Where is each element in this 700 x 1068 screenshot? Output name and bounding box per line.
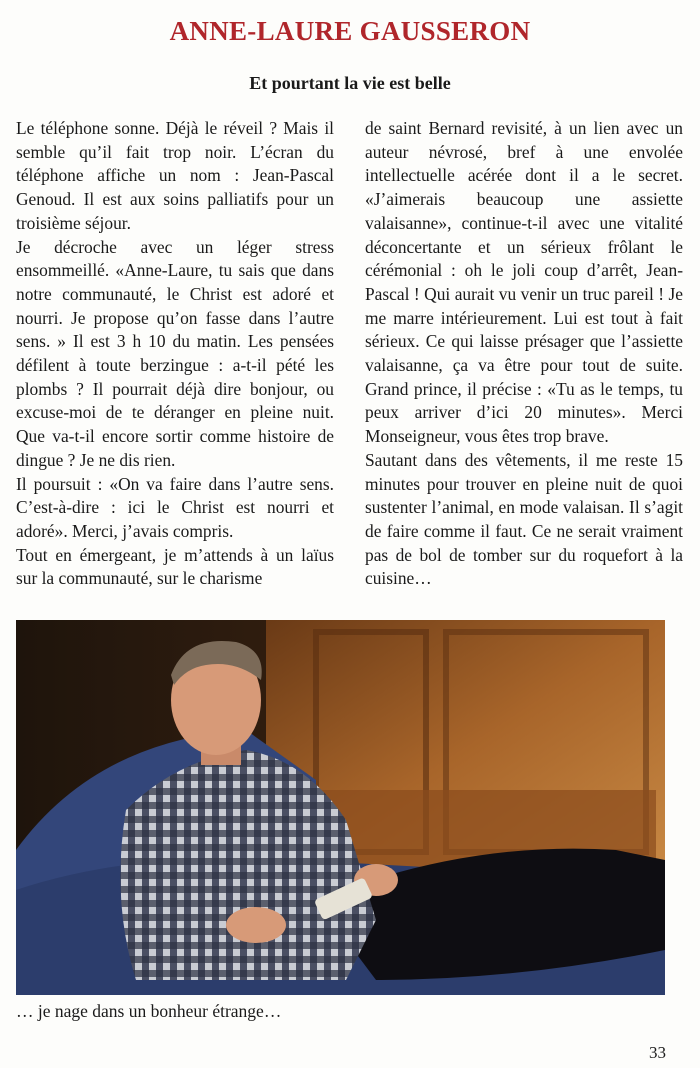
paragraph: Sautant dans des vêtements, il me reste 15 minutes pour trouver en pleine nuit de quoi sustenter l’animal, en mode valaisan. Il s’agit de faire comme il faut. Ce ne serait vraiment pas de bol de tomber sur du roquefort à la cuisine… <box>365 449 683 589</box>
text-columns <box>16 117 683 597</box>
photo-illustration <box>16 620 665 995</box>
paragraph: Le téléphone sonne. Déjà le réveil ? Mais il semble qu’il fait trop noir. L’écran du téléphone affiche un nom : Jean-Pascal Genoud. Il est aux soins palliatifs pour un troisième séjour. <box>16 118 334 233</box>
photo-caption: … je nage dans un bonheur étrange… <box>16 1001 282 1021</box>
paragraph: Tout en émergeant, je m’attends à un laïus sur la communauté, sur le charisme <box>16 544 334 589</box>
page-number: 33 <box>649 1043 666 1062</box>
left-column <box>16 117 334 597</box>
paragraph: de saint Bernard revisité, à un lien avec un auteur névrosé, bref à une envolée intellectuelle acérée dont il a le secret. «J’aimerais beaucoup une assiette valaisanne», continue-t-il avec une vitalité déconcertante et un sérieux frôlant le cérémonial : oh le joli coup d’arrêt, Jean-Pascal ! Qui aurait vu venir un truc pareil ! Je me marre intérieurement. Lui est tout à fait sérieux. Ce qui laisse présager que l’assiette valaisanne, ça va être pour tout de suite. Grand prince, il précise : «Tu as le temps, tu peux arriver d’ici 20 minutes». Merci Monseigneur, vous êtes trop brave. <box>365 118 683 447</box>
right-column <box>365 117 683 597</box>
paragraph: Il poursuit : «On va faire dans l’autre sens. C’est-à-dire : ici le Christ est nourri et adoré». Merci, j’avais compris. <box>16 473 334 541</box>
article-title: Et pourtant la vie est belle <box>249 73 451 93</box>
author-name: ANNE-LAURE GAUSSERON <box>169 16 531 46</box>
photo <box>16 620 665 995</box>
paragraph: Je décroche avec un léger stress ensommeillé. «Anne-Laure, tu sais que dans notre communauté, le Christ est adoré et nourri. Je propose qu’on fasse dans l’autre sens. » Il est 3 h 10 du matin. Les pensées défilent à toute berzingue : a-t-il pété les plombs ? Il pourrait déjà dire bonjour, ou excuse-moi de te déranger en pleine nuit. Que va-t-il encore sortir comme histoire de dingue ? Je ne dis rien. <box>16 236 334 470</box>
